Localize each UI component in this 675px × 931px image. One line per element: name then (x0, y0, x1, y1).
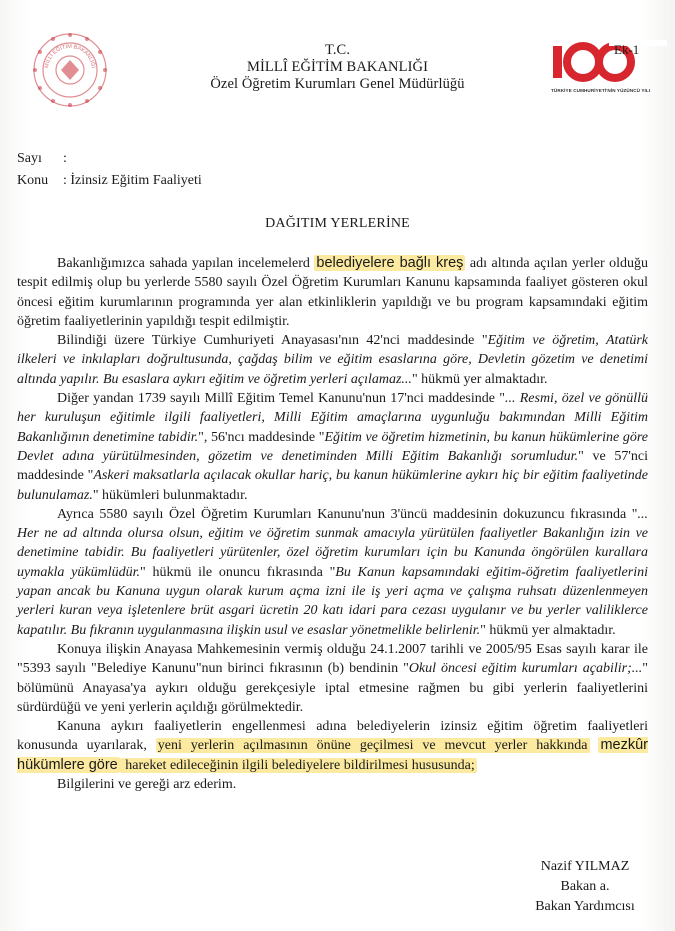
paragraph-5 (17, 640, 648, 717)
text-span: Kanuna aykırı faaliyetlerin engellenmesi adına belediyelerin izinsiz eğitim öğretim faaliyetleri konusunda uyarılarak, (17, 719, 648, 754)
quoted-text: ... Her ne ad altında olursa olsun, eğitim ve öğretim sunmak amacıyla yürütülen faaliyetler Bakanlığın izin ve denetimine tabidir. Bu faaliyetleri yürütenler, özel öğretim kurumları için bu Kanunda öngörülen kurallara uymakla yükümlüdür. (17, 506, 648, 580)
quoted-text: ... Resmi, özel ve gönüllü her kuruluşun eğitimle ilgili faaliyetleri, Milli Eğitim amaçlarına uygunluğu bakımından Milli Eğitim Bakanlığının denetimine tabidir. (17, 391, 648, 445)
letter-body (17, 254, 648, 794)
signatory-authority: Bakan a. (560, 879, 610, 894)
text-span: Diğer yandan 1739 sayılı Millî Eğitim Temel Kanunu'nun 17'nci maddesinde " (57, 391, 505, 407)
highlighted-text: hareket edileceğinin ilgili belediyelere bildirilmesi hususunda; (121, 757, 475, 773)
quoted-text: Askeri maksatlarla açılacak okullar hariç, bu kanun hükümlerine aykırı hiç bir eğitim faaliyetinde bulunulamaz. (17, 468, 648, 503)
text-span: adı altında açılan yerler olduğu tespit edilmiş olup bu yerlerde 5580 sayılı Özel Öğretim Kurumları Kanunu kapsamında faaliyet gösteren okul öncesi eğitim kurumlarının programında yer alan etkinliklerin yapıldığı ve bu program kapsamındaki eğitim öğretim faaliyetlerinin yapıldığı tespit edilmiştir. (17, 256, 648, 329)
text-span: " hükmü yer almaktadır. (480, 622, 616, 638)
quoted-text: Bu Kanun kapsamındaki eğitim-öğretim faaliyetlerini yapan ancak bu Kanuna uygun olarak kurum açma izni ile iş yeri açma ve çalışma ruhsatı düzenlenmeyen yerleri kuran veya işletenlere brüt asgari ücretin 20 katı idari para cezası uygulanır ve bu yerler valiliklerce kapatılır. Bu fıkranın uygulanmasına ilişkin usul ve esaslar yönetmelikle belirlenir. (17, 564, 648, 638)
paragraph-4 (17, 505, 648, 640)
sayi-label: Sayı (17, 151, 42, 166)
text-span: " ve 57'nci maddesinde " (17, 448, 648, 484)
highlighted-text: belediyelere bağlı kreş (316, 255, 464, 271)
letterhead-line-directorate: Özel Öğretim Kurumları Genel Müdürlüğü (210, 76, 465, 92)
konu-row (17, 173, 202, 189)
text-span: Bakanlığımızca sahada yapılan incelemelerd (57, 256, 315, 271)
quoted-text: Eğitim ve öğretim hizmetinin, bu kanun hükümlerine göre Devlet adına yürütülmesinden, gözetim ve denetiminden Milli Eğitim Bakanlığı sorumludur. (17, 429, 648, 464)
paragraph-1 (17, 254, 648, 331)
paragraph-3 (17, 389, 648, 505)
text-span: Konuya ilişkin Anayasa Mahkemesinin vermiş olduğu 24.1.2007 tarihli ve 2005/95 Esas sayılı karar ile "5393 sayılı "Belediye Kanunu"nun birinci fıkrasının (b) bendinin " (17, 641, 648, 677)
quoted-text: Okul öncesi eğitim kurumları açabilir;... (408, 661, 643, 677)
quoted-text: Eğitim ve öğretim, Atatürk ilkeleri ve inkılapları doğrultusunda, çağdaş bilim ve eğitim esaslarına göre, Devletin gözetim ve denetimi altında yapılır. Bu esaslara aykırı eğitim ve öğretim yerleri açılamaz... (17, 333, 649, 387)
signatory-name: Nazif YILMAZ (540, 859, 630, 874)
signatory-title: Bakan Yardımcısı (535, 899, 635, 914)
text-span: " hükmü yer almaktadır. (411, 371, 548, 387)
konu-value: : İzinsiz Eğitim Faaliyeti (63, 173, 202, 188)
paragraph-6 (17, 717, 648, 775)
seal-text: MİLLÎ EĞİTİM BAKANLIĞI (44, 43, 96, 69)
distribution-heading: DAĞITIM YERLERİNE (265, 216, 410, 231)
letterhead-line-tc: T.C. (324, 42, 351, 58)
signature-block (520, 857, 650, 917)
highlighted-text: yeni yerlerin açılmasının önüne geçilmesi ve mevcut yerler hakkında (157, 738, 588, 754)
letterhead-line-ministry: MİLLÎ EĞİTİM BAKANLIĞI (247, 59, 428, 75)
text-span: " hükmü ile onuncu fıkrasında " (140, 564, 336, 580)
highlighted-text: mezkûr hükümlere göre (17, 737, 648, 773)
text-span: Ayrıca 5580 sayılı Özel Öğretim Kurumları Kanunu'nun 3'üncü maddesinin dokuzuncu fıkrasında " (57, 506, 638, 522)
text-span: " hükümleri bulunmaktadır. (92, 487, 248, 503)
text-span: " bölümünü Anayasa'ya aykırı olduğu gerekçesiyle iptal etmesine rağmen bu gibi yerlerin faaliyetlerini sürdürdüğü ve yeni yerlerin açıldığı görülmektedir. (17, 661, 649, 715)
paragraph-7: Bilgilerini ve gereği arz ederim. (57, 777, 237, 793)
paragraph-2 (17, 331, 648, 389)
annex-label: Ek-1 (614, 42, 640, 57)
sayi-value: : (63, 151, 67, 166)
text-span: Bilindiği üzere Türkiye Cumhuriyeti Anayasası'nın 42'nci maddesinde " (57, 333, 488, 349)
konu-label: Konu (17, 173, 49, 188)
text-span: ", 56'ncı maddesinde " (198, 429, 325, 445)
sayi-row (17, 151, 67, 167)
centennial-logo-caption: TÜRKİYE CUMHURİYETİ'NİN YÜZÜNCÜ YILI (551, 88, 651, 93)
